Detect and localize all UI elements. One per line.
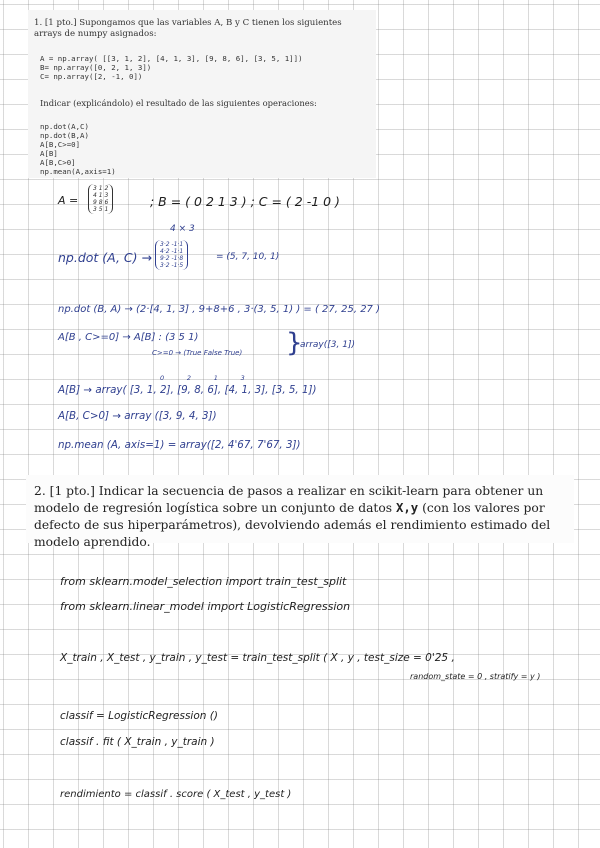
op-5: A[B,C>0] (40, 158, 76, 167)
question-2-code: X,y (395, 501, 419, 515)
hw-import-logreg: from sklearn.linear_model import LogisticRegression (60, 600, 351, 613)
hw-shape: 4 × 3 (170, 224, 195, 234)
hw-dot-ac: np.dot (A, C) → (58, 250, 152, 265)
code-assign-a: A = np.array( [[3, 1, 2], [4, 1, 3], [9, 8, 6], [3, 5, 1]]) (40, 54, 303, 63)
hw-dot-ba: np.dot (B, A) → (2·[4, 1, 3] , 9+8+6 , 3·(3, 5, 1) ) = ( 27, 25, 27 ) (58, 304, 381, 315)
hw-dot-ac-row: 3·2 -1·5 (160, 262, 184, 269)
question-1-title: 1. [1 pto.] Supongamos que las variables A, B y C tienen los siguientes arrays de numpy asignados: (34, 18, 342, 39)
hw-abc-gt: A[B, C>0] → array ([3, 9, 4, 3]) (58, 410, 217, 422)
hw-classifier-create: classif = LogisticRegression () (60, 710, 218, 722)
question-2-text (34, 483, 568, 551)
hw-dot-ac-row: 9·2 -1·8 (160, 255, 184, 262)
code-assign-c: C= np.array([2, -1, 0]) (40, 72, 143, 81)
op-2: np.dot(B,A) (40, 131, 89, 140)
hw-dot-ac-matrix (155, 240, 188, 270)
hw-dot-ac-row: 4·2 -1·1 (160, 248, 184, 255)
hw-a-row: 3 5 1 (93, 206, 109, 213)
hw-a-row: 3 1 2 (93, 185, 109, 192)
op-3: A[B,C>=0] (40, 140, 81, 149)
question-2-box (26, 475, 574, 549)
op-4: A[B] (40, 149, 58, 158)
op-6: np.mean(A,axis=1) (40, 167, 116, 176)
hw-brace: } (286, 328, 303, 358)
hw-abc-ge-result: array([3, 1]) (300, 340, 355, 350)
hw-score: rendimiento = classif . score ( X_test , y_test ) (60, 789, 292, 800)
hw-dot-ac-row: 3·2 -1·1 (160, 241, 184, 248)
hw-abc-ge: A[B , C>=0] → A[B] : (3 5 1) (58, 332, 199, 343)
hw-import-split: from sklearn.model_selection import train_test_split (60, 575, 347, 588)
question-1-instruction: Indicar (explicándolo) el resultado de las siguientes operaciones: (40, 98, 317, 108)
hw-abc-ge-sub: C>=0 → (True False True) (152, 349, 243, 357)
question-1-box (28, 10, 376, 178)
hw-a-row: 4 1 3 (93, 192, 109, 199)
hw-b-c-def: ; B = ( 0 2 1 3 ) ; C = ( 2 -1 0 ) (150, 194, 340, 209)
question-2-text-post: (con los valores por defecto de sus hiperparámetros), devolviendo además el rendimiento estimado del modelo aprendido. (34, 501, 551, 549)
hw-a-label: A = (58, 194, 79, 207)
hw-a-row: 9 8 6 (93, 199, 109, 206)
hw-classifier-fit: classif . fit ( X_train , y_train ) (60, 736, 215, 748)
hw-train-test-split: X_train , X_test , y_train , y_test = train_test_split ( X , y , test_size = 0'25 , (60, 652, 455, 664)
hw-dot-ac-result: = (5, 7, 10, 1) (216, 252, 280, 262)
hw-train-test-split-cont: random_state = 0 , stratify = y ) (410, 672, 541, 681)
hw-ab: A[B] → array( [3, 1, 2], [9, 8, 6], [4, 1, 3], [3, 5, 1]) (58, 384, 317, 396)
hw-index-labels: 0 2 1 3 (160, 374, 245, 382)
hw-mean: np.mean (A, axis=1) = array([2, 4'67, 7'67, 3]) (58, 439, 301, 451)
code-assign-b: B= np.array([0, 2, 1, 3]) (40, 63, 152, 72)
question-2-text-pre: 2. [1 pto.] Indicar la secuencia de pasos a realizar en scikit-learn para obtener un modelo de regresión logística sobre un conjunto de datos (34, 484, 544, 515)
hw-a-matrix (88, 184, 113, 214)
op-1: np.dot(A,C) (40, 122, 89, 131)
